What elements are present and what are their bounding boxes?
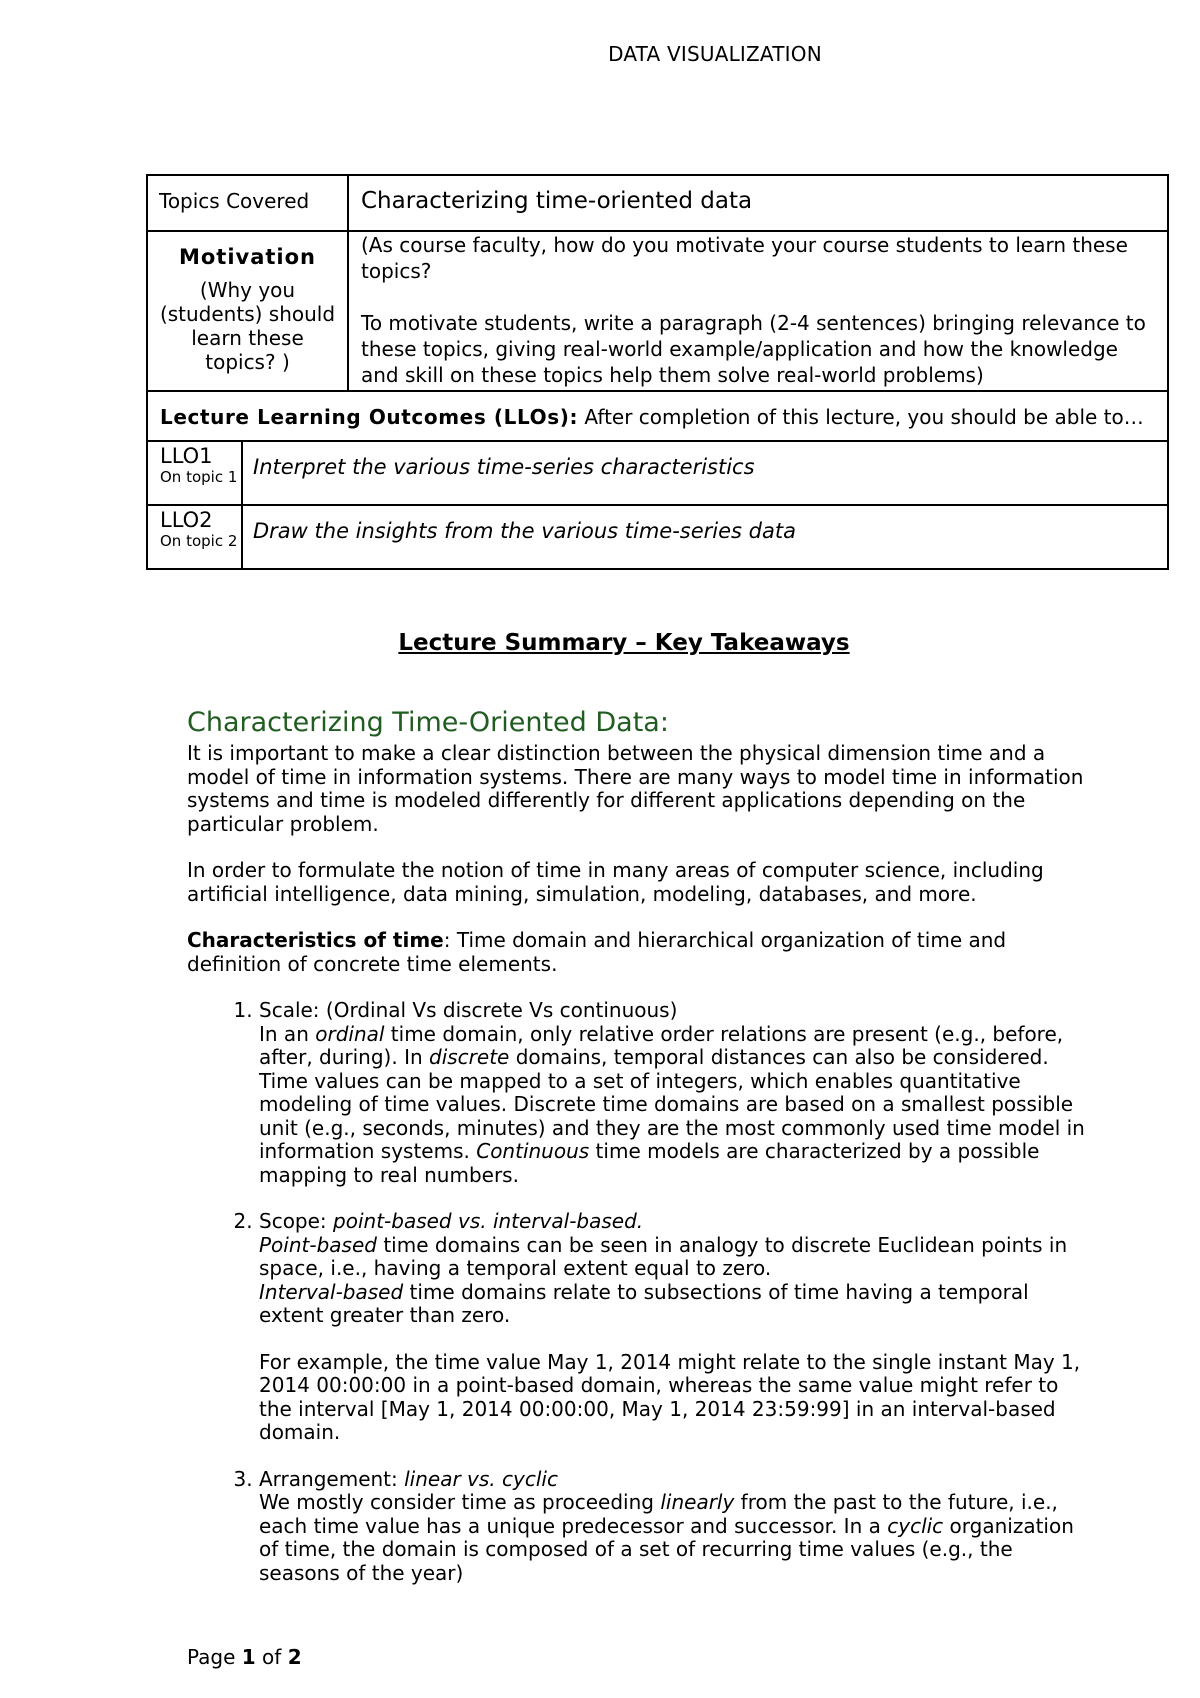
motivation-question: (As course faculty, how do you motivate your course students to learn these topics? <box>361 233 1128 283</box>
characteristics-list <box>187 999 1087 1585</box>
llo2-topic: On topic 2 <box>160 532 238 550</box>
llo-heading-rest: After completion of this lecture, you should be able to… <box>578 405 1144 429</box>
arrangement-text-1: We mostly consider time as proceeding <box>259 1490 661 1514</box>
scale-em-ordinal: ordinal <box>315 1021 385 1046</box>
footer-page-word: Page <box>187 1645 242 1669</box>
scale-title: Scale: (Ordinal Vs discrete Vs continuous) <box>259 998 678 1022</box>
arrangement-text-3: organization of time, the domain is composed of a set of recurring time values (e.g., the seasons of the year) <box>259 1513 1074 1585</box>
summary-title: Lecture Summary – Key Takeaways <box>398 630 850 656</box>
page-header: DATA VISUALIZATION <box>608 42 822 66</box>
list-item-scope <box>259 1210 1087 1445</box>
paragraph-3 <box>187 929 1087 976</box>
motivation-instruction: To motivate students, write a paragraph (2-4 sentences) bringing relevance to these topics, giving real-world example/application and how the knowledge and skill on these topics help them solve real-world problems) <box>361 311 1146 387</box>
characteristics-rest: : Time domain and hierarchical organization of time and definition of concrete time elements. <box>187 928 1007 976</box>
summary-content <box>187 706 1087 1585</box>
characteristics-bold: Characteristics of time <box>187 928 444 952</box>
scale-text-1: In an <box>259 1021 316 1046</box>
spacer <box>259 1328 1087 1351</box>
llo-heading <box>147 391 1168 441</box>
scope-example: For example, the time value May 1, 2014 might relate to the single instant May 1, 2014 00:00:00 in a point-based domain, whereas the same value might refer to the interval [May 1, 2014 00:00:00, May 1, 2014 23:59:99] in an interval-based domain. <box>259 1349 1081 1444</box>
section-heading: Characterizing Time-Oriented Data: <box>187 707 669 738</box>
scale-text-3: domains, temporal distances can also be considered. Time values can be mapped to a set of integers, which enables quantitative modeling of time values. Discrete time domains are based on a smallest possible unit (e.g., seconds, minutes) and they are the most commonly used time model in information systems. <box>259 1045 1085 1163</box>
scale-text-2: time domain, only relative order relations are present (e.g., before, after, during). In <box>259 1021 1064 1069</box>
llo-heading-bold: Lecture Learning Outcomes (LLOs): <box>160 405 579 429</box>
paragraph-1: It is important to make a clear distinction between the physical dimension time and a model of time in information systems. There are many ways to model time in information systems and time is modeled differently for different applications depending on the particular problem. <box>187 741 1084 836</box>
scale-text-4: time models are characterized by a possible mapping to real numbers. <box>259 1139 1040 1187</box>
motivation-title: Motivation <box>178 245 317 269</box>
llo2-id: LLO2 <box>160 508 213 532</box>
arrangement-em-linearly: linearly <box>660 1490 735 1514</box>
scale-em-continuous: Continuous <box>476 1139 590 1163</box>
arrangement-title-em: linear vs. cyclic <box>404 1466 558 1491</box>
scope-em-interval: Interval-based <box>259 1279 404 1304</box>
scope-em-point: Point-based <box>259 1232 377 1257</box>
page-footer <box>187 1645 302 1669</box>
motivation-text <box>348 231 1168 391</box>
lecture-info-table <box>146 174 1169 570</box>
topics-covered-value: Characterizing time-oriented data <box>348 175 1168 231</box>
arrangement-title: Arrangement: <box>259 1466 405 1491</box>
scope-text-2: time domains relate to subsections of time having a temporal extent greater than zero. <box>259 1279 1029 1327</box>
scope-title-em: point-based vs. interval-based. <box>333 1209 644 1233</box>
scope-text-1: time domains can be seen in analogy to discrete Euclidean points in space, i.e., having a temporal extent equal to zero. <box>259 1232 1068 1280</box>
scope-title: Scope: <box>259 1209 334 1233</box>
llo1-text: Interpret the various time-series characteristics <box>242 441 1168 505</box>
llo2-text: Draw the insights from the various time-series data <box>242 505 1168 569</box>
footer-page-number: 1 <box>241 1645 256 1669</box>
footer-of-word: of <box>255 1645 288 1669</box>
list-item-arrangement <box>259 1468 1087 1586</box>
list-item-scale <box>259 999 1087 1187</box>
paragraph-2: In order to formulate the notion of time in many areas of computer science, including artificial intelligence, data mining, simulation, modeling, databases, and more. <box>187 858 1044 906</box>
motivation-cell <box>147 231 348 391</box>
llo2-id-cell <box>147 505 242 569</box>
arrangement-text-2: from the past to the future, i.e., each time value has a unique predecessor and successor. In a <box>259 1490 1058 1538</box>
llo1-id: LLO1 <box>160 444 213 468</box>
footer-page-total: 2 <box>287 1645 302 1669</box>
topics-covered-label: Topics Covered <box>147 175 348 231</box>
arrangement-em-cyclic: cyclic <box>887 1513 944 1538</box>
motivation-subtitle: (Why you (students) should learn these topics? ) <box>159 278 336 374</box>
llo1-topic: On topic 1 <box>160 468 238 486</box>
scale-em-discrete: discrete <box>429 1045 510 1069</box>
llo1-id-cell <box>147 441 242 505</box>
